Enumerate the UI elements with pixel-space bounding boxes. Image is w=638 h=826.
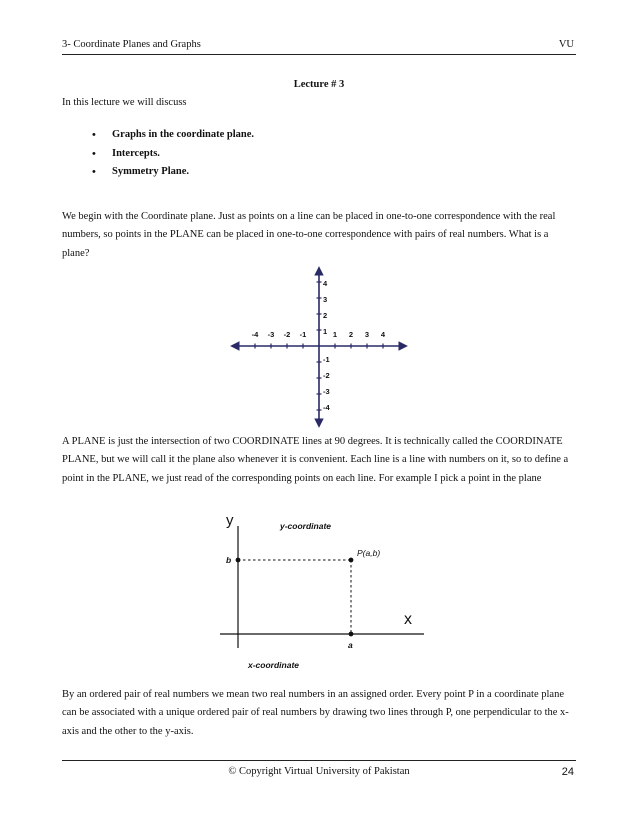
header-institution: VU	[558, 39, 574, 50]
y-tick-label: 1	[323, 327, 328, 336]
footer-copyright: © Copyright Virtual University of Pakistan	[228, 766, 410, 777]
footer-rule	[62, 760, 576, 761]
y-tick-label: 3	[323, 295, 328, 304]
intro-text: In this lecture we will discuss	[62, 97, 187, 108]
p-point-marker	[349, 558, 354, 563]
b-label: b	[226, 555, 232, 565]
x-tick-label: -4	[251, 330, 259, 339]
x-tick-label: 2	[348, 330, 354, 339]
y-coordinate-label: y-coordinate	[280, 521, 332, 531]
topic-list	[76, 126, 254, 182]
page-number: 24	[561, 766, 574, 778]
coordinate-axes-figure	[228, 264, 410, 430]
x-tick-label: 3	[364, 330, 370, 339]
paragraph-coordinate-plane: We begin with the Coordinate plane. Just as points on a line can be placed in one-to-one correspondence with the real numbers, so points in the PLANE can be placed in one-to-one correspondence with pairs of real numbers. What is a plane?	[62, 211, 556, 259]
b-point-marker	[236, 558, 241, 563]
header-chapter-title: 3- Coordinate Planes and Graphs	[62, 39, 201, 50]
x-axis-label: x	[404, 611, 412, 628]
x-tick-label: -3	[267, 330, 275, 339]
x-tick-label: 1	[332, 330, 338, 339]
point-p-label: P(a,b)	[357, 548, 381, 558]
y-tick-label: 2	[323, 311, 328, 320]
x-tick-label: -2	[283, 330, 291, 339]
y-tick-label: -2	[323, 371, 330, 380]
topic-item: • Symmetry Plane.	[76, 163, 254, 182]
paragraph-plane-definition: A PLANE is just the intersection of two COORDINATE lines at 90 degrees. It is technically called the COORDINATE PLANE, but we will call it the plane also whenever it is convenient. Each line is a line with numbers on it, so to define a point in the PLANE, we just read of the corresponding points on each line. For example I pick a point in the plane	[62, 436, 569, 484]
x-tick-label: -1	[299, 330, 307, 339]
y-tick-label: -1	[323, 355, 330, 364]
y-axis-label: y	[226, 512, 234, 529]
topic-item: • Graphs in the coordinate plane.	[76, 126, 254, 145]
paragraph-ordered-pair: By an ordered pair of real numbers we mean two real numbers in an assigned order. Every point P in a coordinate plane can be associated with a unique ordered pair of real numbers by drawing two lines through P, one perpendicular to the x-axis and the other to the y-axis.	[62, 689, 569, 737]
header-rule	[62, 54, 576, 55]
x-coordinate-label: x-coordinate	[248, 660, 300, 670]
y-tick-label: -4	[323, 403, 330, 412]
y-tick-label: 4	[323, 279, 328, 288]
ordered-pair-figure	[212, 508, 432, 676]
lecture-title: Lecture # 3	[293, 79, 345, 90]
a-point-marker	[349, 632, 354, 637]
topic-item: • Intercepts.	[76, 145, 254, 164]
x-tick-label: 4	[380, 330, 386, 339]
a-label: a	[348, 640, 353, 650]
y-tick-label: -3	[323, 387, 330, 396]
